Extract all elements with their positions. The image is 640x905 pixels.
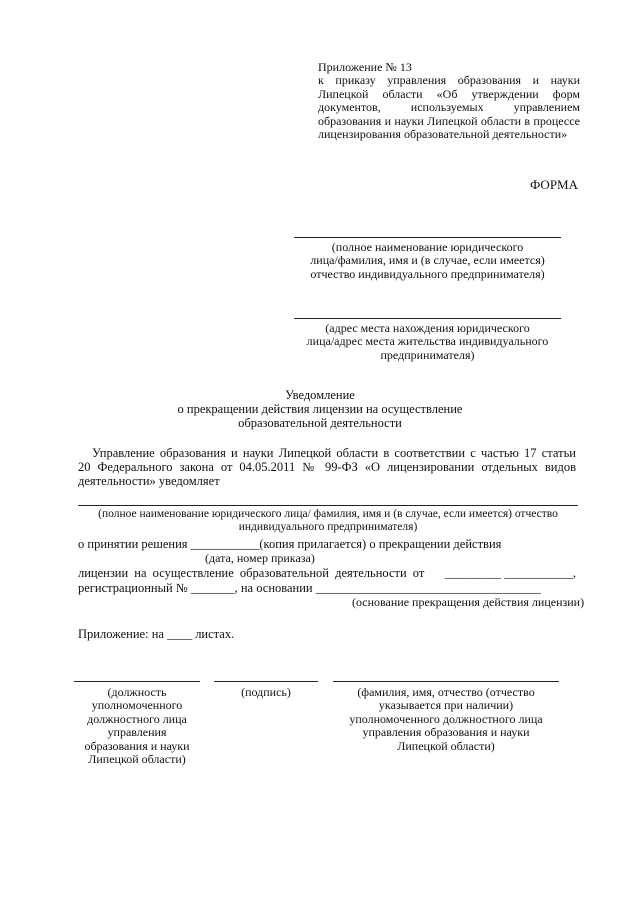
caption-line: (адрес места нахождения юридического (325, 321, 530, 335)
licensee-name-line (78, 505, 578, 506)
decision-text: о принятии решения (78, 537, 188, 551)
position-caption (62, 686, 212, 766)
caption-line: лица/фамилия, имя и (в случае, если имеется) (310, 253, 545, 268)
signature-line (214, 681, 318, 682)
attachment-text: Приложение: на (78, 627, 164, 641)
para-line-2: 20 Федерального закона от 04.05.2011 № 99-ФЗ «О лицензировании отдельных видов (78, 460, 576, 474)
appendix-line-3: документов, используемых управлением (318, 100, 580, 115)
licensee-caption (78, 508, 578, 535)
addressee-name-caption (294, 241, 561, 281)
caption-line: отчество индивидуального предпринимателя) (310, 266, 545, 281)
caption-line: (подпись) (241, 685, 291, 699)
registration-text: регистрационный № (78, 581, 188, 595)
caption-line: предпринимателя) (380, 347, 475, 362)
para-line-3: деятельности» уведомляет (78, 474, 220, 488)
caption-line: (фамилия, имя, отчество (отчество (357, 685, 535, 699)
caption-line: управления (107, 725, 167, 740)
addressee-address-line (294, 318, 561, 319)
position-signature-line (74, 681, 200, 682)
registration-line (78, 581, 541, 596)
decision-line (78, 537, 501, 552)
appendix-line-2: Липецкой области «Об утверждении форм (318, 86, 580, 101)
heading-line: образовательной деятельности (238, 416, 402, 430)
heading-line: Уведомление (285, 388, 355, 402)
caption-line: (полное наименование юридического лица/ фамилия, имя и (в случае, если имеется) отчество (98, 508, 558, 520)
signature-caption (214, 686, 318, 699)
appendix-title: Приложение № 13 (318, 60, 412, 74)
license-text: лицензии на осуществление образовательной деятельности от (78, 566, 425, 580)
caption-line: Липецкой области) (88, 752, 186, 767)
fullname-signature-line (333, 681, 559, 682)
basis-blank: ____________________________________ (315, 581, 541, 595)
appendix-line-1: к приказу управления образования и науки (318, 73, 580, 88)
caption-line: уполномоченного (91, 698, 183, 713)
caption-line: (полное наименование юридического (331, 240, 524, 254)
addressee-name-line (294, 237, 561, 238)
caption-line: (должность (107, 685, 167, 699)
license-line (78, 566, 576, 581)
caption-line: лица/адрес места жительства индивидуального (306, 334, 549, 349)
caption-line: уполномоченного должностного лица (349, 711, 543, 726)
license-date-blank: _________ ___________, (444, 566, 576, 580)
caption-line: должностного лица (87, 711, 187, 726)
basis-caption: (основание прекращения действия лицензии) (352, 595, 585, 609)
caption-line: управления образования и науки (362, 725, 530, 740)
caption-line: индивидуального предпринимателя) (238, 521, 418, 534)
addressee-address-caption (294, 322, 561, 362)
registration-blank: _______, (190, 581, 238, 595)
form-label: ФОРМА (530, 177, 578, 192)
fullname-caption (320, 686, 572, 753)
heading-line: о прекращении действия лицензии на осуществление (177, 402, 463, 416)
basis-text: на основании (240, 581, 313, 595)
caption-line: образования и науки (84, 738, 190, 753)
para-line-1: Управление образования и науки Липецкой области в соответствии с частью 17 статьи (92, 446, 576, 460)
caption-line: Липецкой области) (397, 738, 495, 753)
decision-caption: (дата, номер приказа) (205, 551, 315, 565)
appendix-line-4: образования и науки Липецкой области в процессе (318, 113, 580, 128)
caption-line: указывается при наличии) (378, 698, 514, 713)
decision-blank: ___________ (190, 537, 260, 551)
body-paragraph (78, 446, 576, 488)
appendix-line-5: лицензирования образовательной деятельности» (318, 127, 568, 142)
attachment-line (78, 627, 234, 642)
attachment-unit: листах. (195, 627, 235, 641)
decision-text-b: (копия прилагается) о прекращении действия (259, 537, 502, 551)
appendix-block (318, 61, 580, 141)
attachment-blank: ____ (167, 627, 193, 641)
document-heading (130, 388, 510, 430)
